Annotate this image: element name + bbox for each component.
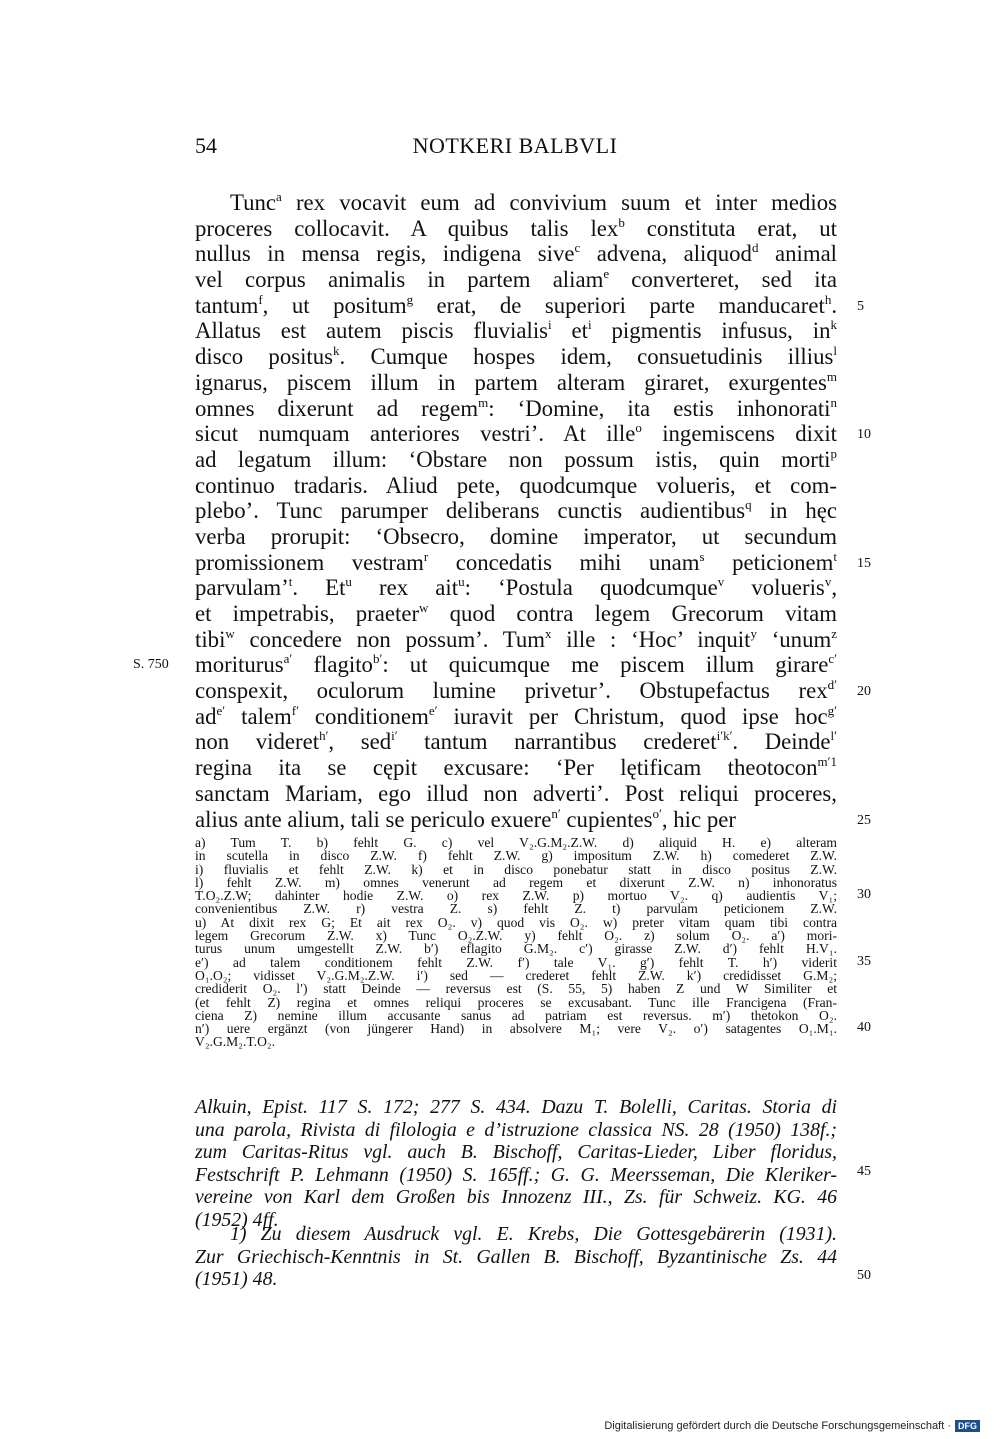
text-line: continuo tradaris. Aliud pete, quodcumque volueris, et com-	[195, 472, 837, 498]
text-line: Allatus est autem piscis fluvialis$^i$ $et^i$ pigmentis infusus, $in^k$	[195, 317, 837, 344]
line-number: 10	[857, 427, 871, 443]
footnote-marker: b′	[372, 651, 383, 667]
footnote-marker: h	[824, 291, 832, 307]
footnote-marker: f′	[291, 702, 299, 718]
footnote-marker: p	[830, 445, 837, 461]
footnote-marker: c	[574, 240, 581, 256]
footnote-1-line: (1951) 48.	[195, 1268, 278, 1291]
text-line: alius ante alium, tali se periculo exuere$^{n'}$ cupientes$^{o'}$, hic per	[195, 805, 736, 832]
commentary-line: Festschrift P. Lehmann (1950) S. 165ff.; G. G. Meersseman, Die Kleriker-	[195, 1163, 837, 1186]
footnote-1	[195, 1223, 837, 1291]
footnote-marker: g	[406, 291, 414, 307]
footnote-marker: o	[635, 420, 642, 436]
footnote-marker: d′	[827, 677, 837, 693]
footnote-marker: i′k′	[716, 728, 733, 744]
footnote-marker: u	[345, 574, 352, 590]
footnote-1-line: 1) Zu diesem Ausdruck vgl. E. Krebs, Die Gottesgebärerin (1931).	[230, 1223, 837, 1245]
text-line: regina ita se cępit excusare: ‘Per lętificam theotocon$^{m'1}$	[195, 754, 837, 781]
page-number: 54	[195, 133, 217, 158]
text-line: Tunc$^a$ rex vocavit eum ad convivium suum et inter medios	[230, 189, 837, 215]
footnote-marker: k	[333, 343, 340, 359]
running-title: NOTKERI BALBVLI	[412, 133, 618, 158]
text-line: et impetrabis, praeter$^w$ quod contra legem Grecorum vitam	[195, 600, 837, 626]
margin-page-reference: S. 750	[133, 657, 169, 672]
text-line: tibi$^w$ concedere non possum’. Tum$^x$ ille : ‘Hoc’ inquit$^y$ ‘unum$^z$	[195, 625, 837, 652]
commentary-line: Alkuin, Epist. 117 S. 172; 277 S. 434. Dazu T. Bolelli, Caritas. Storia di	[195, 1096, 837, 1118]
footnote-marker: l′	[830, 728, 838, 744]
footnote-marker: m	[826, 368, 837, 384]
apparatus-line: n′) uere ergänzt (von jüngerer Hand) in absolvere M₁; vere V₂. o′) satagentes O₁.M₁.	[195, 1021, 837, 1037]
text-line: nullus in mensa regis, indigena sive$^c$ advena, aliquod$^d$ animal	[195, 240, 838, 267]
footnote-marker: t	[288, 574, 293, 590]
apparatus-line: e′) ad talem conditionem fehlt Z.W. f′) tale V₁. g′) fehlt T. h′) viderit	[195, 954, 837, 970]
footnote-marker: n′	[551, 805, 561, 821]
footnote-marker: a′	[283, 651, 293, 667]
apparatus-line: (et fehlt Z) regina et omnes reliqui proceres se excusabant. Tunc ille Francigena (Fran-	[195, 994, 837, 1010]
text-line: $ad^{e'}$ talem$^{f'}$ conditionem$^{e'}$ iuravit per Christum, quod ipse hoc$^{g'}$	[195, 702, 837, 729]
footnote-1-line: Zur Griechisch-Kenntnis in St. Gallen B. Bischoff, Byzantinische Zs. 44	[195, 1245, 837, 1268]
line-number: 40	[857, 1020, 871, 1036]
commentary-line: vereine von Karl dem Großen bis Innozenz III., Zs. für Schweiz. KG. 46	[195, 1186, 837, 1209]
apparatus-line: u) At dixit rex G; Et ait rex O₂. v) quod vis O₂. w) preter vitam quam tibi contra	[195, 914, 837, 930]
footnote-marker: f	[258, 291, 263, 307]
apparatus-line: convenientibus Z.W. r) vestra Z. s) fehlt Z. t) parvulam peticionem Z.W.	[195, 901, 837, 917]
footnote-marker: r	[423, 548, 429, 564]
text-line: vel corpus animalis in partem aliam$^e$ converteret, sed ita	[195, 266, 837, 293]
text-line: ad legatum illum: ‘Obstare non possum istis, quin morti$^p$	[195, 445, 837, 472]
apparatus-line: l) fehlt Z.W. m) omnes venerunt ad regem et dixerunt Z.W. n) inhonoratus	[195, 874, 837, 890]
footnote-marker: e′	[216, 702, 226, 718]
footnote-marker: x	[545, 625, 552, 641]
commentary-note	[195, 1096, 837, 1232]
footnote-marker: y	[750, 625, 757, 641]
footnote-marker: i′	[391, 728, 398, 744]
footer-credit	[604, 1420, 980, 1432]
footnote-marker: k	[830, 317, 837, 333]
footnote-marker: v	[824, 574, 832, 590]
apparatus-line: legem Grecorum Z.W. x) Tunc O₂.Z.W. y) fehlt O₂. z) solum O₂. a′) mori-	[195, 928, 837, 944]
apparatus-line: O₁.O₂; vidisset V₂.G.M₂.Z.W. i′) sed — crederet fehlt Z.W. k′) credidisset G.M₂;	[195, 967, 837, 983]
footer-text: Digitalisierung gefördert durch die Deutsche Forschungsgemeinschaft ·	[604, 1420, 951, 1432]
footnote-marker: b	[618, 214, 625, 230]
footnote-marker: w	[225, 625, 235, 641]
line-number: 15	[857, 555, 871, 571]
apparatus-line: V₂.G.M₂.T.O₂.	[195, 1034, 276, 1050]
text-line: conspexit, oculorum lumine privetur’. Obstupefactus rex$^{d'}$	[195, 677, 837, 704]
footnote-marker: m	[478, 394, 489, 410]
footnote-marker: n	[830, 394, 837, 410]
text-line: sanctam Mariam, ego illud non adverti’. Post reliqui proceres,	[195, 780, 837, 806]
footnote-marker: c′	[828, 651, 837, 667]
footnote-marker: u	[458, 574, 465, 590]
footnote-marker: a	[276, 189, 282, 204]
text-line: sicut numquam anteriores vestri’. At ille$^o$ ingemiscens dixit	[195, 420, 838, 447]
footnote-marker: d	[751, 240, 759, 256]
footnote-marker: s	[699, 548, 705, 564]
footnote-marker: v	[717, 574, 725, 590]
footnote-marker: z	[831, 625, 837, 641]
line-number: 25	[857, 812, 871, 828]
footnote-marker: e	[603, 266, 610, 282]
text-line: disco positus$^k$. Cumque hospes idem, consuetudinis illius$^l$	[195, 343, 837, 370]
apparatus-line: crediderit O₂. l′) statt Deinde — reversus est (S. 55, 5) haben Z und W Similiter et	[195, 981, 837, 997]
line-number: 30	[857, 887, 871, 903]
apparatus-line: ciena Z) nemine illum accusante sanus ad patriam est reversus. m′) thetokon O₂.	[195, 1007, 837, 1023]
main-text	[195, 190, 837, 832]
dfg-logo: DFG	[955, 1420, 980, 1432]
apparatus-line: in scutella in disco Z.W. f) fehlt Z.W. g) impositum Z.W. h) comederet Z.W.	[195, 848, 837, 864]
footnote-marker: w	[419, 600, 429, 615]
text-line: verba prorupit: ‘Obsecro, domine imperator, ut secundum	[195, 523, 837, 549]
apparatus-line: turus unum umgestellt Z.W. b′) eflagito G.M₂. c′) girasse Z.W. d′) fehlt H.V₁.	[195, 941, 837, 957]
line-number-50: 50	[857, 1268, 871, 1283]
commentary-line: zum Caritas-Ritus vgl. auch B. Bischoff, Caritas-Lieder, Liber floridus,	[195, 1141, 837, 1164]
line-number: 5	[857, 298, 864, 314]
footnote-marker: q	[745, 497, 752, 513]
apparatus-line: i) fluvialis et fehlt Z.W. k) et in disco ponebatur statt in disco positus Z.W.	[195, 861, 837, 877]
text-line: ignarus, piscem illum in partem alteram giraret, exurgentes$^m$	[195, 368, 837, 395]
apparatus-line: a) Tum T. b) fehlt G. c) vel V₂.G.M₂.Z.W. d) aliquid H. e) alteram	[195, 835, 837, 850]
footnote-marker: e′	[428, 702, 438, 718]
text-line: tantum$^f$, ut positum$^g$ erat, de superiori parte manducaret$^h$.	[195, 291, 838, 318]
commentary-line: (1952) 4ff.	[195, 1208, 279, 1231]
line-number: 35	[857, 953, 871, 969]
footnote-marker: i	[548, 317, 552, 333]
commentary-line: una parola, Rivista di filologia e d’istruzione classica NS. 28 (1950) 138f.;	[195, 1118, 837, 1141]
line-number-45: 45	[857, 1164, 871, 1179]
footnote-marker: g′	[827, 702, 837, 718]
line-number: 20	[857, 684, 871, 700]
text-line: omnes dixerunt ad regem$^m$: ‘Domine, ita estis inhonorati$^n$	[195, 394, 837, 421]
footnote-marker: i	[588, 317, 592, 333]
text-line: parvulam’$^t$. Et$^u$ rex ait$^u$: ‘Postula quodcumque$^v$ volueris$^v$,	[195, 574, 838, 601]
critical-apparatus	[195, 836, 837, 1049]
apparatus-line: T.O₂.Z.W; dahinter hodie Z.W. o) rex Z.W. p) mortuo V₂. q) audientis V₁;	[195, 888, 837, 904]
text-line: moriturus$^{a'}$ flagito$^{b'}$: ut quicumque me piscem illum girare$^{c'}$	[195, 651, 837, 678]
text-line: non videret$^{h'}$, sed$^{i'}$ tantum narrantibus crederet$^{i'k'}$. Deinde$^{l'}$	[195, 728, 838, 755]
text-line: promissionem vestram$^r$ concedatis mihi unam$^s$ peticionem$^t$	[195, 548, 838, 575]
footnote-marker: h′	[319, 728, 329, 744]
footnote-marker: t	[833, 548, 838, 564]
text-line: proceres collocavit. A quibus talis lex$^b$ constituta erat, ut	[195, 214, 837, 241]
footnote-marker: o′	[652, 805, 662, 821]
footnote-marker: l	[833, 343, 837, 359]
text-line: plebo’. Tunc parumper deliberans cunctis audientibus$^q$ in hęc	[195, 497, 837, 524]
footnote-marker: m′1	[817, 754, 837, 770]
